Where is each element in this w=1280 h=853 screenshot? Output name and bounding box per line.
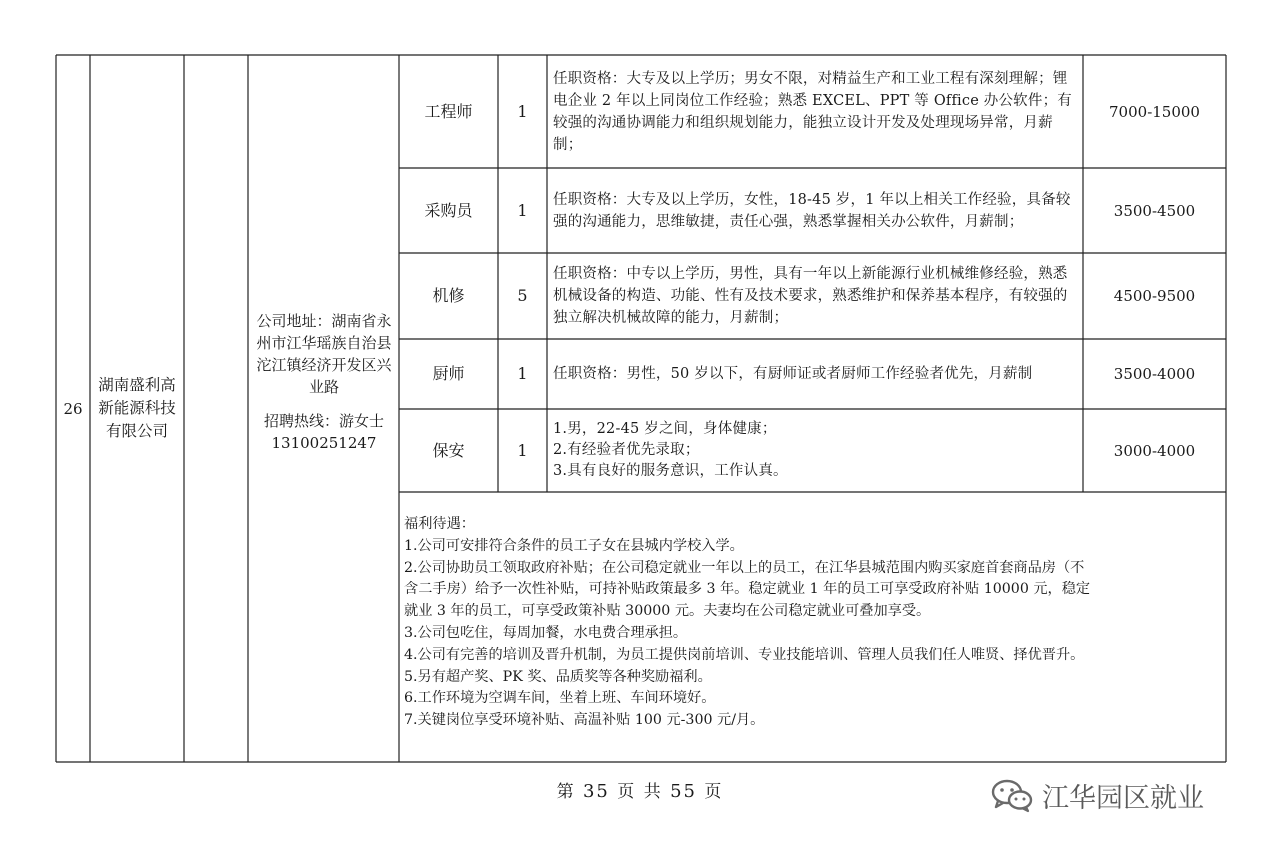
- page-suffix: 页: [704, 782, 724, 802]
- welfare-title: 福利待遇：: [404, 516, 475, 532]
- job-requirement: 任职资格：中专以上学历，男性，具有一年以上新能源行业机械维修经验，熟悉机械设备的构造、功能、性有及技术要求，熟悉维护和保养基本程序，有较强的独立解决机械故障的能力，月薪制；: [553, 266, 1068, 326]
- job-title: 采购员: [424, 200, 473, 220]
- wechat-icon: [990, 777, 1034, 813]
- job-salary: 4500-9500: [1113, 287, 1196, 305]
- job-salary: 3500-4500: [1113, 201, 1196, 220]
- job-title: 厨师: [432, 364, 465, 383]
- job-salary: 7000-15000: [1109, 102, 1200, 121]
- company-name: 湖南盛利高新能源科技有限公司: [98, 376, 176, 440]
- welfare-line: 3.公司包吃住，每周加餐，水电费合理承担。: [404, 624, 688, 641]
- job-title: 机修: [432, 286, 465, 305]
- job-title: 工程师: [424, 101, 473, 121]
- welfare-line: 就业 3 年的员工，可享受政策补贴 30000 元。夫妻均在公司稳定就业可叠加享受。: [404, 603, 931, 620]
- job-salary: 3500-4000: [1113, 365, 1196, 383]
- job-count: 1: [517, 101, 528, 121]
- welfare-line: 5.另有超产奖、PK 奖、品质奖等各种奖励福利。: [404, 668, 712, 685]
- company-hotline: 招聘热线：游女士13100251247: [263, 412, 384, 452]
- company-address: 公司地址：湖南省永州市江华瑶族自治县沱江镇经济开发区兴业路: [256, 312, 392, 396]
- job-count: 1: [517, 200, 528, 220]
- job-requirement: 任职资格：男性，50 岁以下，有厨师证或者厨师工作经验者优先，月薪制: [553, 366, 1033, 382]
- welfare-line: 7.关键岗位享受环境补贴、高温补贴 100 元-300 元/月。: [404, 712, 765, 729]
- job-requirement: 1.男，22-45 岁之间，身体健康； 2.有经验者优先录取； 3.具有良好的服务意识，工作认真。: [553, 421, 788, 479]
- page-total: 55: [670, 781, 698, 802]
- welfare-line: 1.公司可安排符合条件的员工子女在县城内学校入学。: [404, 537, 744, 554]
- page-middle: 页 共: [617, 782, 663, 802]
- welfare-section: [404, 514, 1226, 732]
- job-title: 保安: [432, 440, 465, 460]
- job-salary: 3000-4000: [1113, 441, 1196, 460]
- welfare-line: 6.工作环境为空调车间，坐着上班、车间环境好。: [404, 690, 716, 707]
- job-requirement: 任职资格：大专及以上学历；男女不限，对精益生产和工业工程有深刻理解；锂电企业 2 年以上同岗位工作经验；熟悉 EXCEL、PPT 等 Office 办公软件；有较强的沟通协调能力和组织规划能力，能独立设计开发及处理现场异常，月薪制；: [553, 70, 1072, 153]
- company-empty-cell: [184, 55, 248, 762]
- job-count: 1: [517, 364, 528, 383]
- company-index: 26: [63, 399, 83, 418]
- welfare-line: 2.公司协助员工领取政府补贴；在公司稳定就业一年以上的员工，在江华县城范围内购买家庭首套商品房（不: [404, 559, 1085, 576]
- page-prefix: 第: [556, 782, 576, 802]
- brand-watermark: [990, 775, 1204, 815]
- company-contact: [254, 310, 394, 454]
- job-requirement: 任职资格：大专及以上学历，女性，18-45 岁，1 年以上相关工作经验，具备较强的沟通能力，思维敏捷，责任心强，熟悉掌握相关办公软件，月薪制；: [553, 191, 1071, 230]
- welfare-line: 含二手房）给予一次性补贴，可持补贴政策最多 3 年。稳定就业 1 年的员工可享受政府补贴 10000 元，稳定: [404, 581, 1091, 598]
- job-count: 1: [517, 440, 528, 460]
- page-current: 35: [582, 781, 610, 802]
- brand-name: 江华园区就业: [1042, 782, 1204, 814]
- welfare-line: 4.公司有完善的培训及晋升机制，为员工提供岗前培训、专业技能培训、管理人员我们任人唯贤、择优晋升。: [404, 646, 1085, 663]
- job-count: 5: [517, 286, 528, 305]
